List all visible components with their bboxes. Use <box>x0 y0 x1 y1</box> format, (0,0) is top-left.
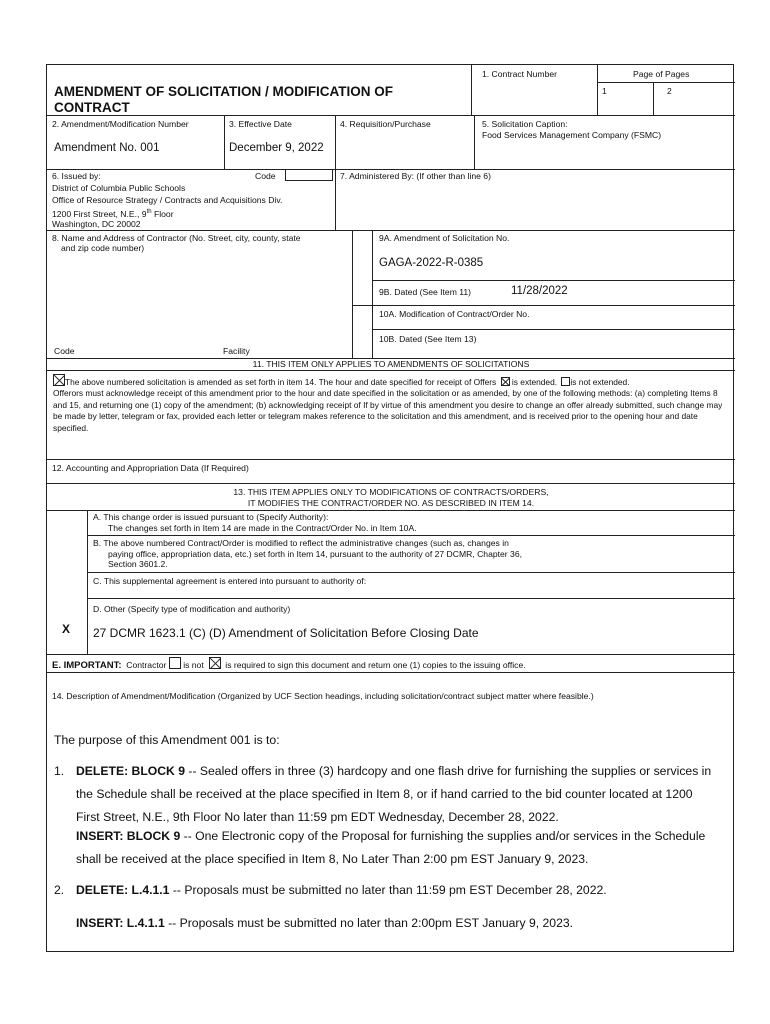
contract-number-label: 1. Contract Number <box>482 69 557 79</box>
issuer-name: District of Columbia Public Schools <box>52 183 186 193</box>
solicitation-caption-value: Food Services Management Company (FSMC) <box>482 130 662 140</box>
item-14-intro: The purpose of this Amendment 001 is to: <box>54 733 280 747</box>
item-13a-subtext: The changes set forth in Item 14 are made in the Contract/Order No. in Item 10A. <box>108 523 417 533</box>
total-pages: 2 <box>667 86 672 96</box>
item-13d-mark[interactable]: X <box>62 622 71 636</box>
dated-label: 9B. Dated (See Item 11) <box>379 287 472 297</box>
page-of-pages-label: Page of Pages <box>633 69 690 79</box>
contractor-address-field[interactable] <box>53 257 345 342</box>
item-11-text: The above numbered solicitation is amended as set forth in item 14. The hour and date specified for receipt of Offers is extended. is not extended. <box>53 374 733 388</box>
item-13b-line2: paying office, appropriation data, etc.) set forth in Item 14, pursuant to the authority of 27 DCMR, Chapter 36, <box>108 549 523 559</box>
item-11-paragraph: Offerors must acknowledge receipt of this amendment prior to the hour and date specified in the solicitation or as amended, by one of the following methods: (a) completing Items 8 and 15, and returning one (1) copy of the amendment; (b) acknowledging receipt of If by virtue of this amendment you desire to change an offer already submitted, such change may be made by letter, telegram or fax, provided each letter or telegram makes reference to the solicitation and this amendment, and is received prior to the opening hour and date specified. <box>53 388 723 433</box>
item-13a-text: A. This change order is issued pursuant to (Specify Authority): <box>93 512 329 522</box>
item-14-insert-2: INSERT: L.4.1.1 -- Proposals must be submitted no later than 2:00pm EST January 9, 2023. <box>76 916 574 930</box>
item-14-insert-1: INSERT: BLOCK 9 -- One Electronic copy of the Proposal for furnishing the supplies and/or services in the Schedule <box>76 829 706 843</box>
effective-date-value[interactable]: December 9, 2022 <box>229 142 324 154</box>
issuer-office: Office of Resource Strategy / Contracts and Acquisitions Div. <box>52 195 283 205</box>
modification-number-label: 10A. Modification of Contract/Order No. <box>379 309 530 319</box>
item-14-delete-1-line3: First Street, N.E., 9th Floor No later than 11:59 pm EDT Wednesday, December 28, 2022. <box>76 810 559 824</box>
item-14-num-2: 2. <box>54 883 65 897</box>
amendment-number-value[interactable]: Amendment No. 001 <box>54 142 160 154</box>
item-13c-text: C. This supplemental agreement is entered into pursuant to authority of: <box>93 576 367 586</box>
amendment-form <box>46 64 734 952</box>
issuer-street: 1200 First Street, N.E., 9th Floor <box>52 208 174 219</box>
contractor-label: 8. Name and Address of Contractor (No. Street, city, county, state <box>52 233 301 243</box>
contractor-label-2: and zip code number) <box>61 243 145 253</box>
not-extended-checkbox[interactable] <box>561 377 570 386</box>
issued-by-label: 6. Issued by: <box>52 171 101 181</box>
form-title: AMENDMENT OF SOLICITATION / MODIFICATION OF CONTRACT <box>54 84 393 115</box>
extended-checkbox[interactable] <box>501 377 510 386</box>
administered-by-label: 7. Administered By: (If other than line 6) <box>340 171 491 181</box>
item-14-delete-1: DELETE: BLOCK 9 -- Sealed offers in three (3) hardcopy and one flash drive for furnishing the supplies or services in <box>76 764 712 778</box>
item-13d-value: 27 DCMR 1623.1 (C) (D) Amendment of Solicitation Before Closing Date <box>93 626 479 640</box>
item-11-heading: 11. THIS ITEM ONLY APPLIES TO AMENDMENTS OF SOLICITATIONS <box>252 359 530 369</box>
facility-label: Facility <box>223 346 250 356</box>
issued-code-label: Code <box>255 171 276 181</box>
issuer-city: Washington, DC 20002 <box>52 219 141 229</box>
item-14-delete-2: DELETE: L.4.1.1 -- Proposals must be submitted no later than 11:59 pm EST December 28, 2022. <box>76 883 607 897</box>
item-14-insert-1-line2: shall be received at the place specified in Item 8, No Later Than 2:00 pm EST January 9, 2023. <box>76 852 589 866</box>
contractor-is-not-checkbox[interactable] <box>209 657 221 669</box>
amendment-solicitation-label: 9A. Amendment of Solicitation No. <box>379 233 510 243</box>
dated-value[interactable]: 11/28/2022 <box>511 285 568 297</box>
item-12-label: 12. Accounting and Appropriation Data (If Required) <box>52 463 249 473</box>
solicitation-number[interactable]: GAGA-2022-R-0385 <box>379 257 484 269</box>
issued-code-field[interactable] <box>285 169 333 181</box>
item-14-label: 14. Description of Amendment/Modification (Organized by UCF Section headings, including solicitation/contract subject matter where feasible.) <box>52 691 594 701</box>
item-13-subheading: IT MODIFIES THE CONTRACT/ORDER NO. AS DESCRIBED IN ITEM 14. <box>247 498 535 508</box>
amended-checkbox[interactable] <box>53 374 65 386</box>
important-line: E. IMPORTANT: Contractor is not is required to sign this document and return one (1) copies to the issuing office. <box>52 657 526 671</box>
item-13b-line3: Section 3601.2. <box>108 559 168 569</box>
item-13-heading: 13. THIS ITEM APPLIES ONLY TO MODIFICATIONS OF CONTRACTS/ORDERS, <box>233 487 549 497</box>
item-13d-label: D. Other (Specify type of modification and authority) <box>93 604 291 614</box>
page-number: 1 <box>602 86 607 96</box>
modification-dated-label: 10B. Dated (See Item 13) <box>379 334 477 344</box>
item-13b-text: B. The above numbered Contract/Order is modified to reflect the administrative changes (such as, changes in <box>93 538 509 548</box>
contract-number-field[interactable] <box>481 83 591 111</box>
solicitation-caption-label: 5. Solicitation Caption: <box>482 119 568 129</box>
requisition-label: 4. Requisition/Purchase <box>340 119 431 129</box>
contractor-code-label: Code <box>54 346 75 356</box>
contractor-is-checkbox[interactable] <box>169 657 181 669</box>
item-14-num-1: 1. <box>54 764 65 778</box>
effective-date-label: 3. Effective Date <box>229 119 292 129</box>
amendment-number-label: 2. Amendment/Modification Number <box>52 119 189 129</box>
item-14-delete-1-line2: the Schedule shall be received at the place specified in Item 8, or if hand carried to the bid counter located at 1200 <box>76 787 693 801</box>
